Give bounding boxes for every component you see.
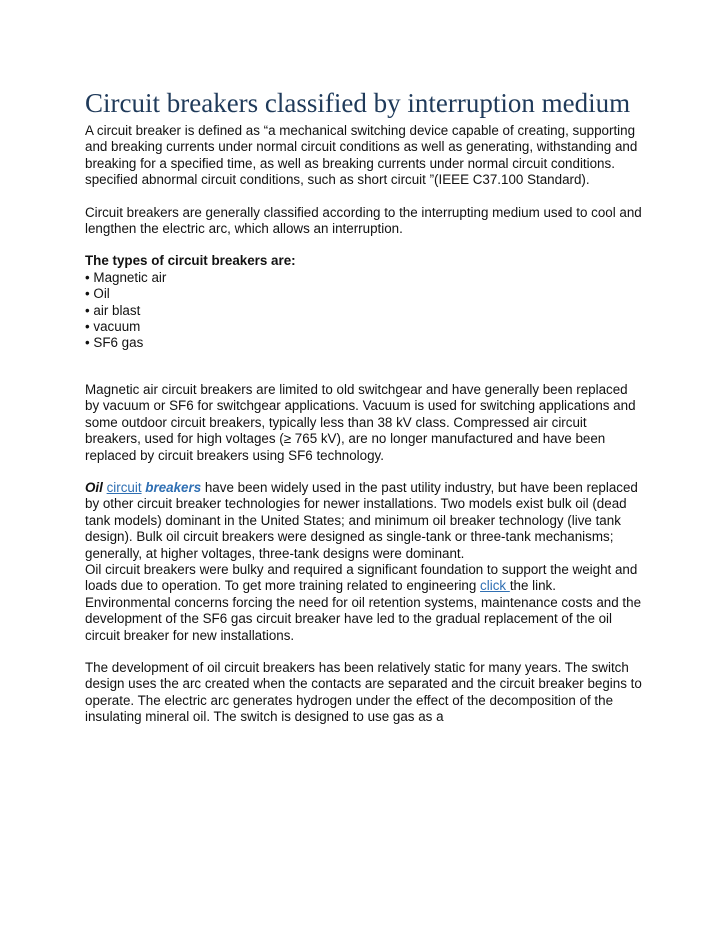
types-heading: The types of circuit breakers are:	[85, 253, 296, 269]
classification-paragraph: Circuit breakers are generally classified according to the interrupting medium used to cool and lengthen the electric arc, which allows an interruption.	[85, 204, 642, 237]
oil-paragraph	[85, 480, 645, 562]
environmental-paragraph: Environmental concerns forcing the need for oil retention systems, maintenance costs and the development of the SF6 gas circuit breaker have led to the gradual replacement of the oil circuit breaker for new installations.	[85, 594, 642, 643]
oil-foundation-paragraph	[85, 562, 645, 595]
spacer	[85, 352, 645, 368]
spacer	[85, 189, 645, 205]
list-item: • vacuum	[85, 319, 141, 335]
document-page	[85, 87, 645, 726]
magnetic-air-paragraph: Magnetic air circuit breakers are limited to old switchgear and have generally been replaced by vacuum or SF6 for switchgear applications. Vacuum is used for switching applications and some outdoor circuit breakers, typically less than 38 kV class. Compressed air circuit breakers, used for high voltages (≥ 765 kV), are no longer manufactured and have been replaced by circuit breakers using SF6 technology.	[85, 381, 636, 463]
click-link[interactable]: click	[480, 578, 510, 594]
list-item: • air blast	[85, 302, 141, 318]
definition-paragraph: A circuit breaker is defined as “a mechanical switching device capable of creating, supporting and breaking currents under normal circuit conditions as well as generating, withstanding and breaking for a specified time, as well as breaking currents under normal circuit conditions. specified abnormal circuit conditions, such as short circuit ”(IEEE C37.100 Standard).	[85, 123, 638, 188]
circuit-link[interactable]: circuit	[106, 479, 142, 495]
list-item: • SF6 gas	[85, 335, 144, 351]
spacer	[85, 368, 645, 382]
breakers-label: breakers	[145, 479, 202, 495]
list-item: • Oil	[85, 286, 110, 302]
spacer	[85, 237, 645, 253]
spacer	[85, 464, 645, 480]
document-title: Circuit breakers classified by interruption medium	[85, 88, 631, 118]
spacer	[85, 644, 645, 660]
oil-foundation-text: Oil circuit breakers were bulky and required a significant foundation to support the weight and loads due to operation. To get more training related to engineering	[85, 561, 638, 594]
oil-foundation-tail: the link.	[509, 578, 556, 594]
types-list	[85, 270, 645, 352]
development-paragraph: The development of oil circuit breakers has been relatively static for many years. The switch design uses the arc created when the contacts are separated and the circuit breaker begins to operate. The electric arc generates hydrogen under the effect of the decomposition of the insulating mineral oil. The switch is designed to use gas as a	[85, 659, 642, 725]
list-item: • Magnetic air	[85, 269, 167, 285]
oil-label: Oil	[85, 479, 103, 495]
oil-paragraph-text: have been widely used in the past utility industry, but have been replaced by other circuit breaker technologies for newer installations. Two models exist bulk oil (dead tank models) dominant in the United States; and minimum oil breaker technology (live tank design). Bulk oil circuit breakers were designed as single-tank or three-tank mechanisms; generally, at higher voltages, three-tank designs were dominant.	[85, 479, 638, 561]
